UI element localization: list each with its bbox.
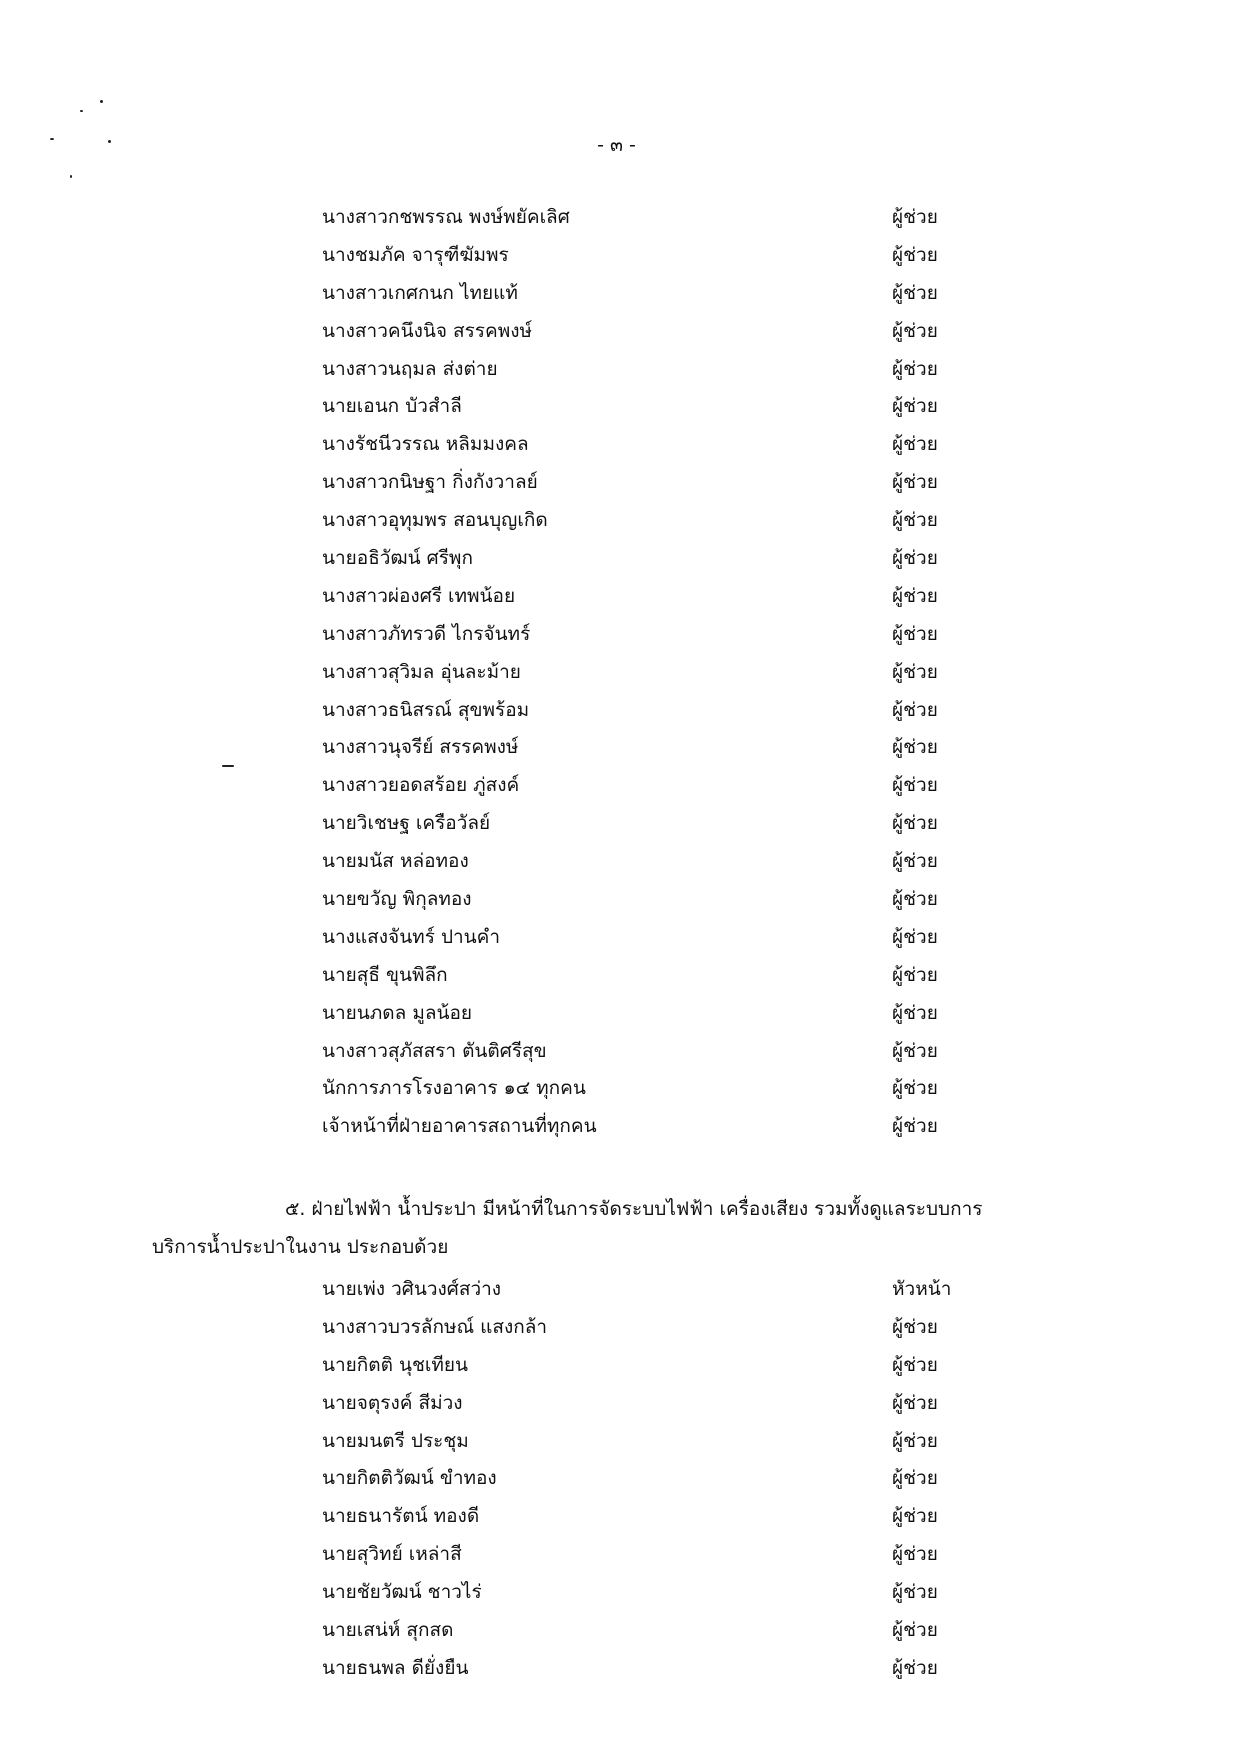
list-item [322, 425, 962, 463]
list-item [322, 1573, 962, 1611]
member-name: นายขวัญ พิกุลทอง [322, 887, 472, 910]
member-name: นายเอนก บัวสำลี [322, 395, 462, 418]
member-name: นายมนตรี ประชุม [322, 1429, 469, 1452]
member-name: นายมนัส หล่อทอง [322, 850, 469, 873]
list-item [322, 312, 962, 350]
page-number: - ๓ - [597, 134, 636, 156]
list-item [322, 691, 962, 729]
member-role: หัวหน้า [892, 1277, 952, 1300]
member-name: เจ้าหน้าที่ฝ่ายอาคารสถานที่ทุกคน [322, 1115, 597, 1138]
member-role: ผู้ช่วย [892, 698, 938, 721]
member-role: ผู้ช่วย [892, 1315, 938, 1338]
member-role: ผู้ช่วย [892, 1391, 938, 1414]
list-item [322, 728, 962, 766]
list-item [322, 274, 962, 312]
list-item [322, 198, 962, 236]
member-name: นางสาวผ่องศรี เทพน้อย [322, 584, 516, 607]
member-role: ผู้ช่วย [892, 319, 938, 342]
list-item [322, 918, 962, 956]
member-name: นางสาวอุทุมพร สอนบุญเกิด [322, 509, 548, 532]
member-name: นางสาวสุภัสสรา ตันติศรีสุข [322, 1039, 547, 1062]
member-name: นายอธิวัฒน์ ศรีพุก [322, 546, 473, 569]
member-name: นักการภารโรงอาคาร ๑๔ ทุกคน [322, 1077, 586, 1100]
list-item [322, 1384, 962, 1422]
member-name: นายธนพล ดียั่งยืน [322, 1656, 469, 1679]
member-role: ผู้ช่วย [892, 357, 938, 380]
member-name: นางสาวนฤมล ส่งต่าย [322, 357, 498, 380]
list-item [322, 501, 962, 539]
member-name: นางสาวสุวิมล อุ่นละม้าย [322, 660, 521, 683]
scan-speck [70, 175, 72, 178]
list-item [322, 463, 962, 501]
list-item [322, 1032, 962, 1070]
member-name: นายสุธี ขุนพิลึก [322, 963, 448, 986]
member-role: ผู้ช่วย [892, 546, 938, 569]
member-role: ผู้ช่วย [892, 471, 938, 494]
list-item [322, 577, 962, 615]
scan-speck [80, 110, 83, 112]
member-name: นางสาวกชพรรณ พงษ์พยัคเลิศ [322, 205, 570, 228]
member-name: นางสาวเกศกนก ไทยแท้ [322, 281, 518, 304]
member-name: นายชัยวัฒน์ ชาวไร่ [322, 1581, 482, 1604]
member-role: ผู้ช่วย [892, 1467, 938, 1490]
member-name: นางสาวนุจรีย์ สรรคพงษ์ [322, 736, 519, 759]
member-role: ผู้ช่วย [892, 1115, 938, 1138]
member-name: นางสาวภัทรวดี ไกรจันทร์ [322, 622, 531, 645]
member-role: ผู้ช่วย [892, 660, 938, 683]
member-role: ผู้ช่วย [892, 1353, 938, 1376]
member-role: ผู้ช่วย [892, 622, 938, 645]
section-5-heading-line-2: บริการน้ำประปาในงาน ประกอบด้วย [152, 1236, 449, 1258]
committee-list-continued [322, 198, 962, 1145]
list-item [322, 1611, 962, 1649]
list-item [322, 1270, 962, 1308]
member-name: นายเพ่ง วศินวงศ์สว่าง [322, 1277, 502, 1300]
scan-speck [222, 765, 234, 767]
member-role: ผู้ช่วย [892, 205, 938, 228]
member-role: ผู้ช่วย [892, 887, 938, 910]
list-item [322, 653, 962, 691]
member-role: ผู้ช่วย [892, 850, 938, 873]
list-item [322, 1535, 962, 1573]
list-item [322, 842, 962, 880]
list-item [322, 615, 962, 653]
list-item [322, 1459, 962, 1497]
member-role: ผู้ช่วย [892, 1505, 938, 1528]
member-name: นายวิเชษฐ เครือวัลย์ [322, 812, 491, 835]
member-role: ผู้ช่วย [892, 395, 938, 418]
member-role: ผู้ช่วย [892, 1001, 938, 1024]
member-role: ผู้ช่วย [892, 509, 938, 532]
member-name: นางสาวยอดสร้อย ภู่สงค์ [322, 774, 520, 797]
member-name: นางรัชนีวรรณ หลิมมงคล [322, 433, 529, 456]
member-role: ผู้ช่วย [892, 1656, 938, 1679]
member-role: ผู้ช่วย [892, 736, 938, 759]
list-item [322, 1497, 962, 1535]
member-role: ผู้ช่วย [892, 774, 938, 797]
member-name: นายธนารัตน์ ทองดี [322, 1505, 480, 1528]
member-name: นางสาวกนิษฐา กิ่งกังวาลย์ [322, 471, 538, 494]
member-name: นายกิตติวัฒน์ ขำทอง [322, 1467, 497, 1490]
member-name: นางสาวบวรลักษณ์ แสงกล้า [322, 1315, 548, 1338]
list-item [322, 1308, 962, 1346]
list-item [322, 994, 962, 1032]
member-name: นายเสน่ห์ สุกสด [322, 1618, 454, 1641]
section-5-heading-line-1: ๕. ฝ่ายไฟฟ้า น้ำประปา มีหน้าที่ในการจัดระบบไฟฟ้า เครื่องเสียง รวมทั้งดูแลระบบการ [285, 1198, 983, 1220]
scan-speck [100, 100, 103, 103]
list-item [322, 1422, 962, 1460]
list-item [322, 236, 962, 274]
list-item [322, 350, 962, 388]
member-role: ผู้ช่วย [892, 1543, 938, 1566]
member-name: นายจตุรงค์ สีม่วง [322, 1391, 463, 1414]
list-item [322, 880, 962, 918]
member-role: ผู้ช่วย [892, 584, 938, 607]
member-role: ผู้ช่วย [892, 963, 938, 986]
member-role: ผู้ช่วย [892, 243, 938, 266]
list-item [322, 1069, 962, 1107]
member-name: นางสาวธนิสรณ์ สุขพร้อม [322, 698, 530, 721]
list-item [322, 387, 962, 425]
member-role: ผู้ช่วย [892, 925, 938, 948]
member-role: ผู้ช่วย [892, 281, 938, 304]
member-role: ผู้ช่วย [892, 812, 938, 835]
electricity-water-committee-list [322, 1270, 962, 1687]
member-role: ผู้ช่วย [892, 1077, 938, 1100]
list-item [322, 1649, 962, 1687]
member-name: นายสุวิทย์ เหล่าสี [322, 1543, 462, 1566]
list-item [322, 1346, 962, 1384]
member-role: ผู้ช่วย [892, 433, 938, 456]
list-item [322, 766, 962, 804]
list-item [322, 539, 962, 577]
member-name: นางชมภัค จารุฑีฆัมพร [322, 243, 509, 266]
member-role: ผู้ช่วย [892, 1581, 938, 1604]
member-role: ผู้ช่วย [892, 1039, 938, 1062]
member-role: ผู้ช่วย [892, 1429, 938, 1452]
member-name: นางสาวคนึงนิจ สรรคพงษ์ [322, 319, 533, 342]
list-item [322, 804, 962, 842]
member-role: ผู้ช่วย [892, 1618, 938, 1641]
member-name: นายนภดล มูลน้อย [322, 1001, 473, 1024]
list-item [322, 956, 962, 994]
list-item [322, 1107, 962, 1145]
member-name: นางแสงจันทร์ ปานคำ [322, 925, 501, 948]
section-5-heading [152, 1190, 1092, 1266]
member-name: นายกิตติ นุชเทียน [322, 1353, 469, 1376]
